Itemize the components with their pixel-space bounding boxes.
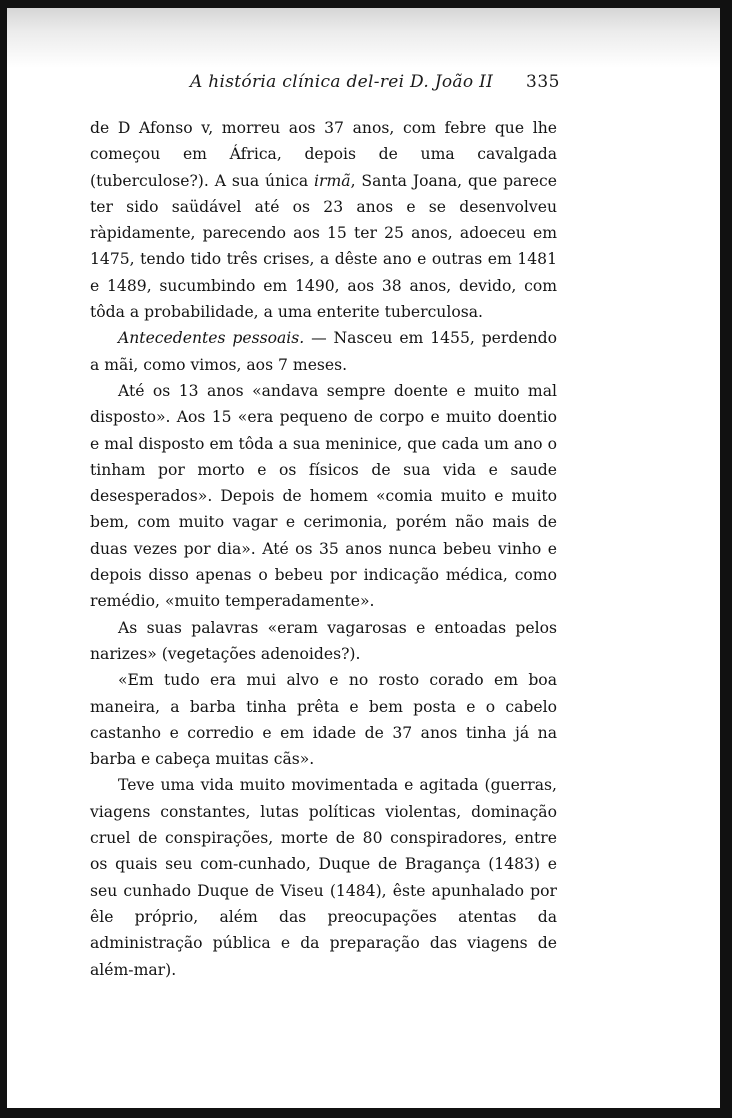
scan-border-bottom [0, 1108, 732, 1118]
page-number: 335 [526, 72, 560, 92]
paragraph-2-text: — Nasceu em 1455, perdendo a mãi, como vimos, aos 7 meses. [90, 329, 557, 374]
paragraph-6: Teve uma vida muito movimentada e agitada (guerras, viagens constantes, lutas políticas violentas, dominação cruel de conspirações, morte de 80 conspiradores, entre os quais seu com-cunhado, Duque de Bragança (1483) e seu cunhado Duque de Viseu (1484), êste apunhalado por êle próprio, além das preocupações atentas da administração pública e da preparação das viagens de além-mar). [90, 776, 557, 979]
paragraph-2 [90, 325, 557, 378]
paragraph-1-emphasis: irmã [314, 171, 351, 190]
paragraph-4: As suas palavras «eram vagarosas e entoadas pelos narizes» (vegetações adenoides?). [90, 618, 557, 663]
paragraph-1-start: de D Afonso v, morreu aos 37 anos, com febre que lhe começou em África, depois de uma cavalgada (tuberculose?). A sua única [90, 119, 557, 190]
paragraph-1-end: , Santa Joana, que parece ter sido saüdável até os 23 anos e se desenvolveu ràpidamente, parecendo aos 15 ter 25 anos, adoeceu em 1475, tendo tido três crises, a dêste ano e outras em 1481 e 1489, sucumbindo em 1490, aos 38 anos, devido, com tôda a probabilidade, a uma enterite tuberculosa. [90, 171, 557, 322]
scan-border-left [0, 0, 7, 1118]
scan-shadow [7, 8, 720, 68]
paragraph-1 [90, 115, 557, 325]
paragraph-5: «Em tudo era mui alvo e no rosto corado em boa maneira, a barba tinha prêta e bem posta e o cabelo castanho e corredio e em idade de 37 anos tinha já na barba e cabeça muitas cãs». [90, 671, 557, 769]
running-title: A história clínica del-rei D. João II [190, 72, 494, 92]
scan-border-top [0, 0, 732, 8]
section-heading-antecedentes: Antecedentes pessoais. [118, 329, 305, 348]
paragraph-3: Até os 13 anos «andava sempre doente e muito mal disposto». Aos 15 «era pequeno de corpo e muito doentio e mal disposto em tôda a sua meninice, que cada um ano o tinham por morto e os físicos de sua vida e saude desesperados». Depois de homem «comia muito e muito bem, com muito vagar e cerimonia, porém não mais de duas vezes por dia». Até os 35 anos nunca bebeu vinho e depois disso apenas o bebeu por indicação médica, como remédio, «muito temperadamente». [90, 381, 557, 611]
body-text [90, 115, 557, 983]
scan-border-right [720, 0, 732, 1118]
page-header [90, 72, 560, 98]
